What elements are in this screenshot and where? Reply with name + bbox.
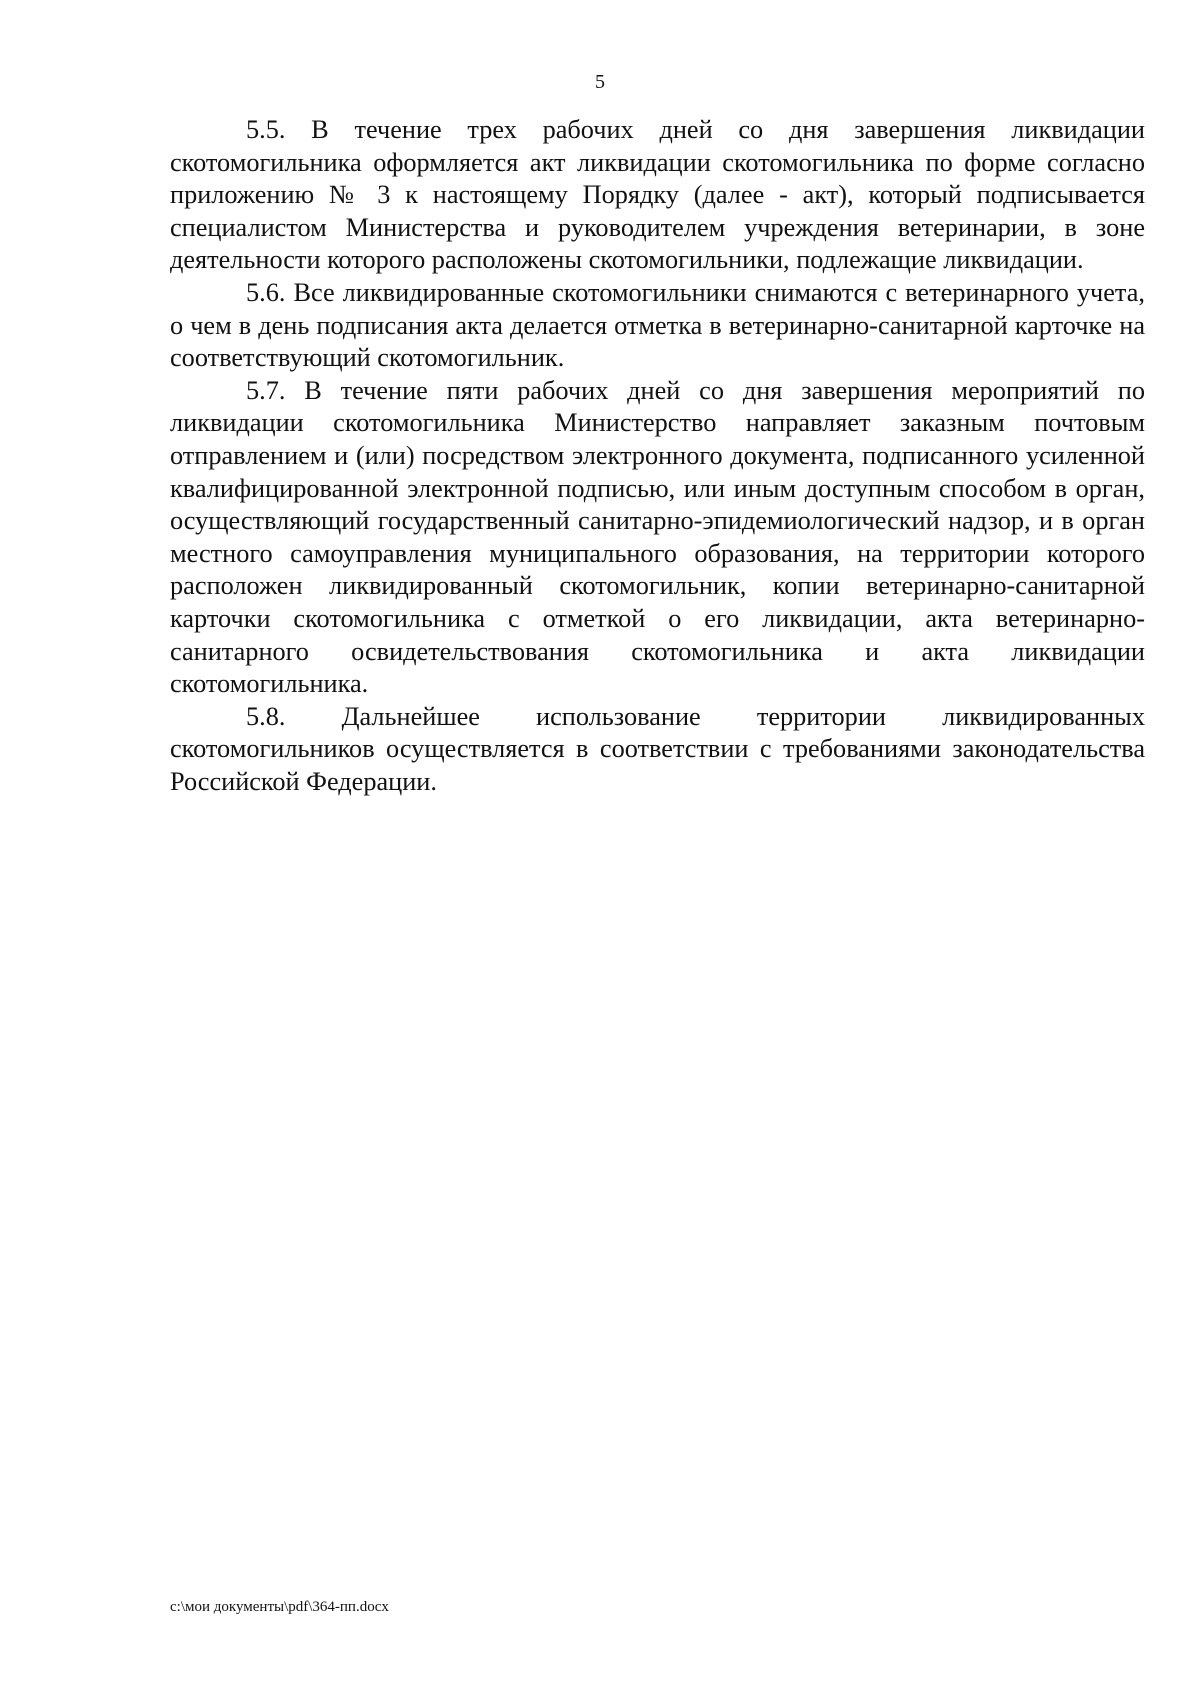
page-number: 5 — [595, 71, 605, 93]
paragraph-5-5: 5.5. В течение трех рабочих дней со дня завершения ликвидации скотомогильника оформляется акт ликвидации скотомогильника по форме согласно приложению № 3 к настоящему Порядку (далее - акт), который подписывается специалистом Министерства и руководителем учреждения ветеринарии, в зоне деятельности которого расположены скотомогильники, подлежащие ликвидации. — [170, 115, 1145, 275]
paragraph-5-7: 5.7. В течение пяти рабочих дней со дня завершения мероприятий по ликвидации скотомогильника Министерство направляет заказным почтовым отправлением и (или) посредством электронного документа, подписанного усиленной квалифицированной электронной подписью, или иным доступным способом в орган, осуществляющий государственный санитарно-эпидемиологический надзор, и в орган местного самоуправления муниципального образования, на территории которого расположен ликвидированный скотомогильник, копии ветеринарно-санитарной карточки скотомогильника с отметкой о его ликвидации, акта ветеринарно-санитарного освидетельствования скотомогильника и акта ликвидации скотомогильника. — [170, 375, 1145, 699]
paragraph-5-6: 5.6. Все ликвидированные скотомогильники снимаются с ветеринарного учета, о чем в день подписания акта делается отметка в ветеринарно-санитарной карточке на соответствующий скотомогильник. — [170, 277, 1145, 373]
paragraph-5-8: 5.8. Дальнейшее использование территории ликвидированных скотомогильников осуществляется в соответствии с требованиями законодательства Российской Федерации. — [170, 701, 1145, 796]
footer-file-path: c:\мои документы\pdf\364-пп.docx — [170, 1599, 389, 1615]
document-body — [170, 114, 1145, 798]
